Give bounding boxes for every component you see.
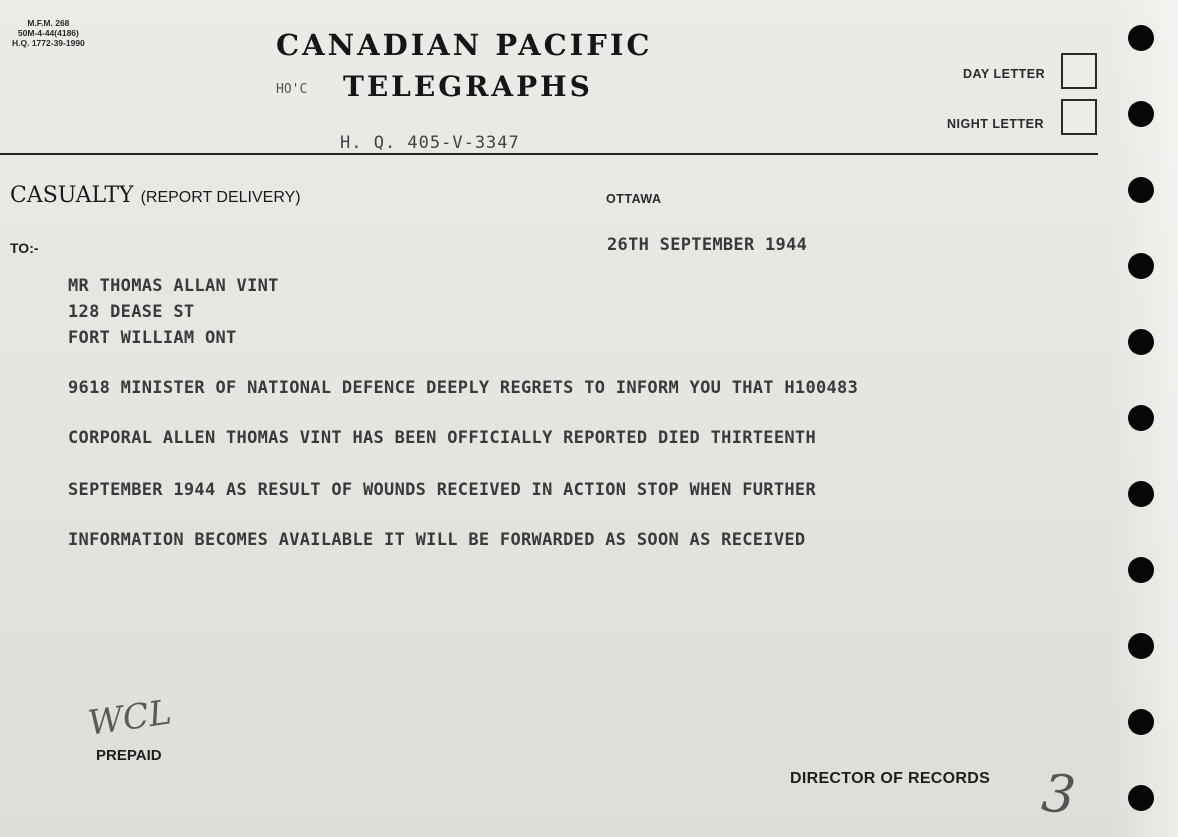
message-body-line: SEPTEMBER 1944 AS RESULT OF WOUNDS RECEIVED IN ACTION STOP WHEN FURTHER [68,480,816,500]
day-letter-checkbox [1061,53,1097,89]
address-line: 128 DEASE ST [68,302,195,322]
punch-hole [1128,177,1154,203]
punch-hole [1128,329,1154,355]
form-code-line: 50M-4-44(4186) [17,28,79,38]
message-date: 26TH SEPTEMBER 1944 [607,235,808,255]
handwritten-initials: WCL [85,692,174,744]
header-divider [0,153,1098,155]
service-name: TELEGRAPHS [343,70,593,103]
punch-hole [1128,709,1154,735]
address-line: FORT WILLIAM ONT [68,328,237,348]
handwritten-page-number: 3 [1038,763,1079,827]
form-code-line: H.Q. 1772-39-1990 [12,38,85,48]
routing-mark: HO'C [276,82,308,97]
message-body-line: INFORMATION BECOMES AVAILABLE IT WILL BE FORWARDED AS SOON AS RECEIVED [68,530,806,550]
form-code-line: M.F.M. 268 [27,18,70,28]
reference-number: H. Q. 405-V-3347 [340,133,520,153]
message-type [10,183,301,208]
address-line: MR THOMAS ALLAN VINT [68,276,279,296]
punch-hole [1128,405,1154,431]
punch-hole [1128,253,1154,279]
punch-hole [1128,557,1154,583]
punch-hole [1128,633,1154,659]
form-code [12,18,85,48]
punch-hole [1128,481,1154,507]
prepaid-label: PREPAID [96,747,162,764]
punch-hole [1128,101,1154,127]
to-label: TO:- [10,240,39,256]
message-body-line: CORPORAL ALLEN THOMAS VINT HAS BEEN OFFICIALLY REPORTED DIED THIRTEENTH [68,428,816,448]
company-name: CANADIAN PACIFIC [276,28,653,62]
message-type-title: CASUALTY [10,183,134,208]
day-letter-label: DAY LETTER [963,67,1046,81]
night-letter-checkbox [1061,99,1097,135]
night-letter-label: NIGHT LETTER [947,117,1044,131]
signature-line: DIRECTOR OF RECORDS [790,770,991,787]
origin-office: OTTAWA [606,192,662,206]
message-type-note: (REPORT DELIVERY) [140,189,301,206]
message-body-line: 9618 MINISTER OF NATIONAL DEFENCE DEEPLY REGRETS TO INFORM YOU THAT H100483 [68,378,859,398]
punch-hole [1128,25,1154,51]
punch-hole [1128,785,1154,811]
